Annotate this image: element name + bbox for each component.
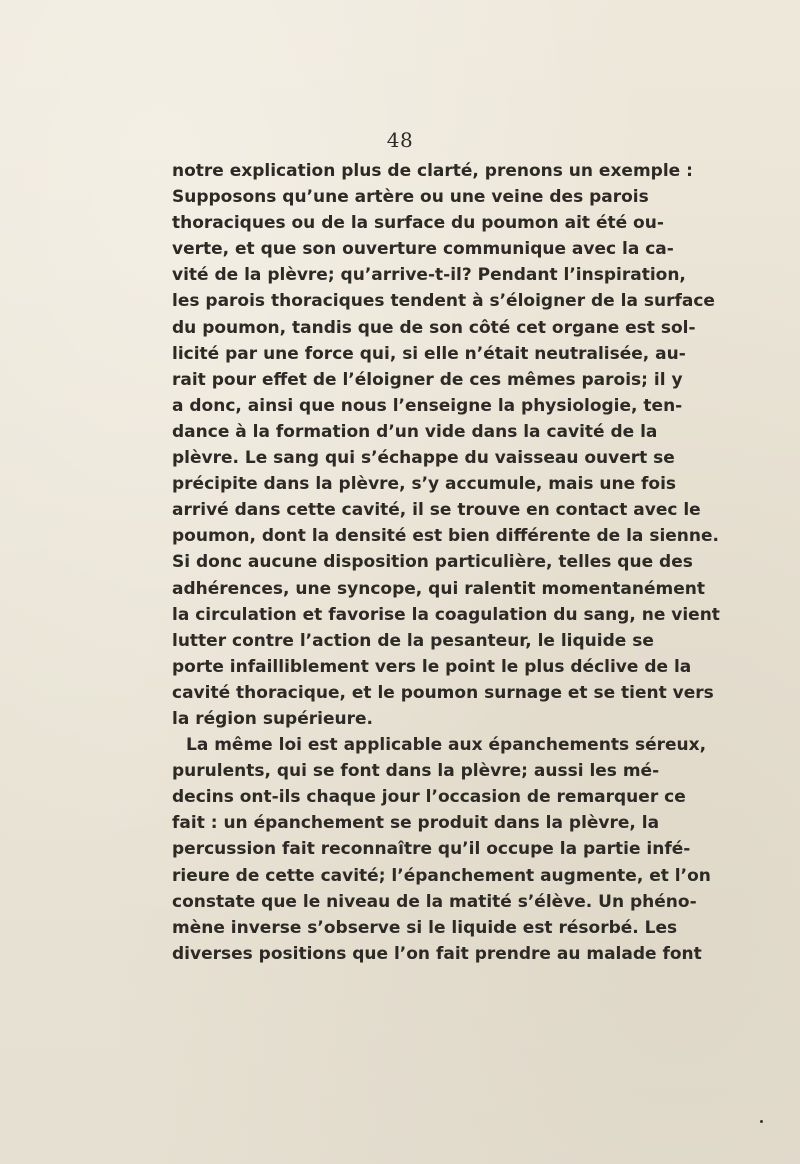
text-line: decins ont-ils chaque jour l’occasion de remarquer ce	[172, 787, 686, 808]
text-line: poumon, dont la densité est bien différente de la sienne.	[172, 526, 719, 547]
body-text	[172, 158, 720, 967]
text-line: percussion fait reconnaître qu’il occupe la partie infé-	[172, 839, 691, 860]
text-line: du poumon, tandis que de son côté cet organe est sol-	[172, 317, 696, 338]
page-number: 48	[386, 128, 414, 152]
text-line: dance à la formation d’un vide dans la cavité de la	[172, 421, 658, 442]
text-line: mène inverse s’observe si le liquide est résorbé. Les	[172, 917, 678, 938]
paper-speck	[760, 1120, 763, 1123]
text-line: notre explication plus de clarté, prenons un exemple :	[172, 161, 693, 181]
text-line: purulents, qui se font dans la plèvre; aussi les mé-	[172, 761, 660, 782]
text-line: les parois thoraciques tendent à s’éloigner de la surface	[172, 291, 715, 312]
text-line: licité par une force qui, si elle n’était neutralisée, au-	[172, 343, 686, 364]
text-line: a donc, ainsi que nous l’enseigne la physiologie, ten-	[172, 395, 683, 416]
text-line: cavité thoracique, et le poumon surnage et se tient vers	[172, 682, 714, 703]
text-line: adhérences, une syncope, qui ralentit momentanément	[172, 578, 705, 599]
text-line: lutter contre l’action de la pesanteur, le liquide se	[172, 630, 654, 651]
text-line: rieure de cette cavité; l’épanchement augmente, et l’on	[172, 865, 711, 886]
paragraph-start-line: La même loi est applicable aux épanchements séreux,	[186, 735, 707, 756]
text-line: vité de la plèvre; qu’arrive-t-il? Pendant l’inspiration,	[172, 265, 686, 286]
text-line: arrivé dans cette cavité, il se trouve en contact avec le	[172, 500, 701, 521]
text-line: constate que le niveau de la matité s’élève. Un phéno-	[172, 891, 697, 912]
text-line: diverses positions que l’on fait prendre au malade font	[172, 943, 702, 964]
text-line: rait pour effet de l’éloigner de ces mêmes parois; il y	[172, 369, 683, 390]
text-line: la circulation et favorise la coagulation du sang, ne vient	[172, 604, 720, 625]
text-line: fait : un épanchement se produit dans la plèvre, la	[172, 813, 660, 834]
text-line: porte infailliblement vers le point le plus déclive de la	[172, 656, 692, 677]
text-line: verte, et que son ouverture communique avec la ca-	[172, 239, 674, 260]
paragraph-end-line: la région supérieure.	[172, 708, 373, 729]
text-line: précipite dans la plèvre, s’y accumule, mais une fois	[172, 474, 677, 495]
text-line: Supposons qu’une artère ou une veine des parois	[172, 187, 649, 208]
text-line: Si donc aucune disposition particulière, telles que des	[172, 552, 693, 573]
text-line: thoraciques ou de la surface du poumon ait été ou-	[172, 213, 664, 234]
text-line: plèvre. Le sang qui s’échappe du vaisseau ouvert se	[172, 448, 675, 469]
